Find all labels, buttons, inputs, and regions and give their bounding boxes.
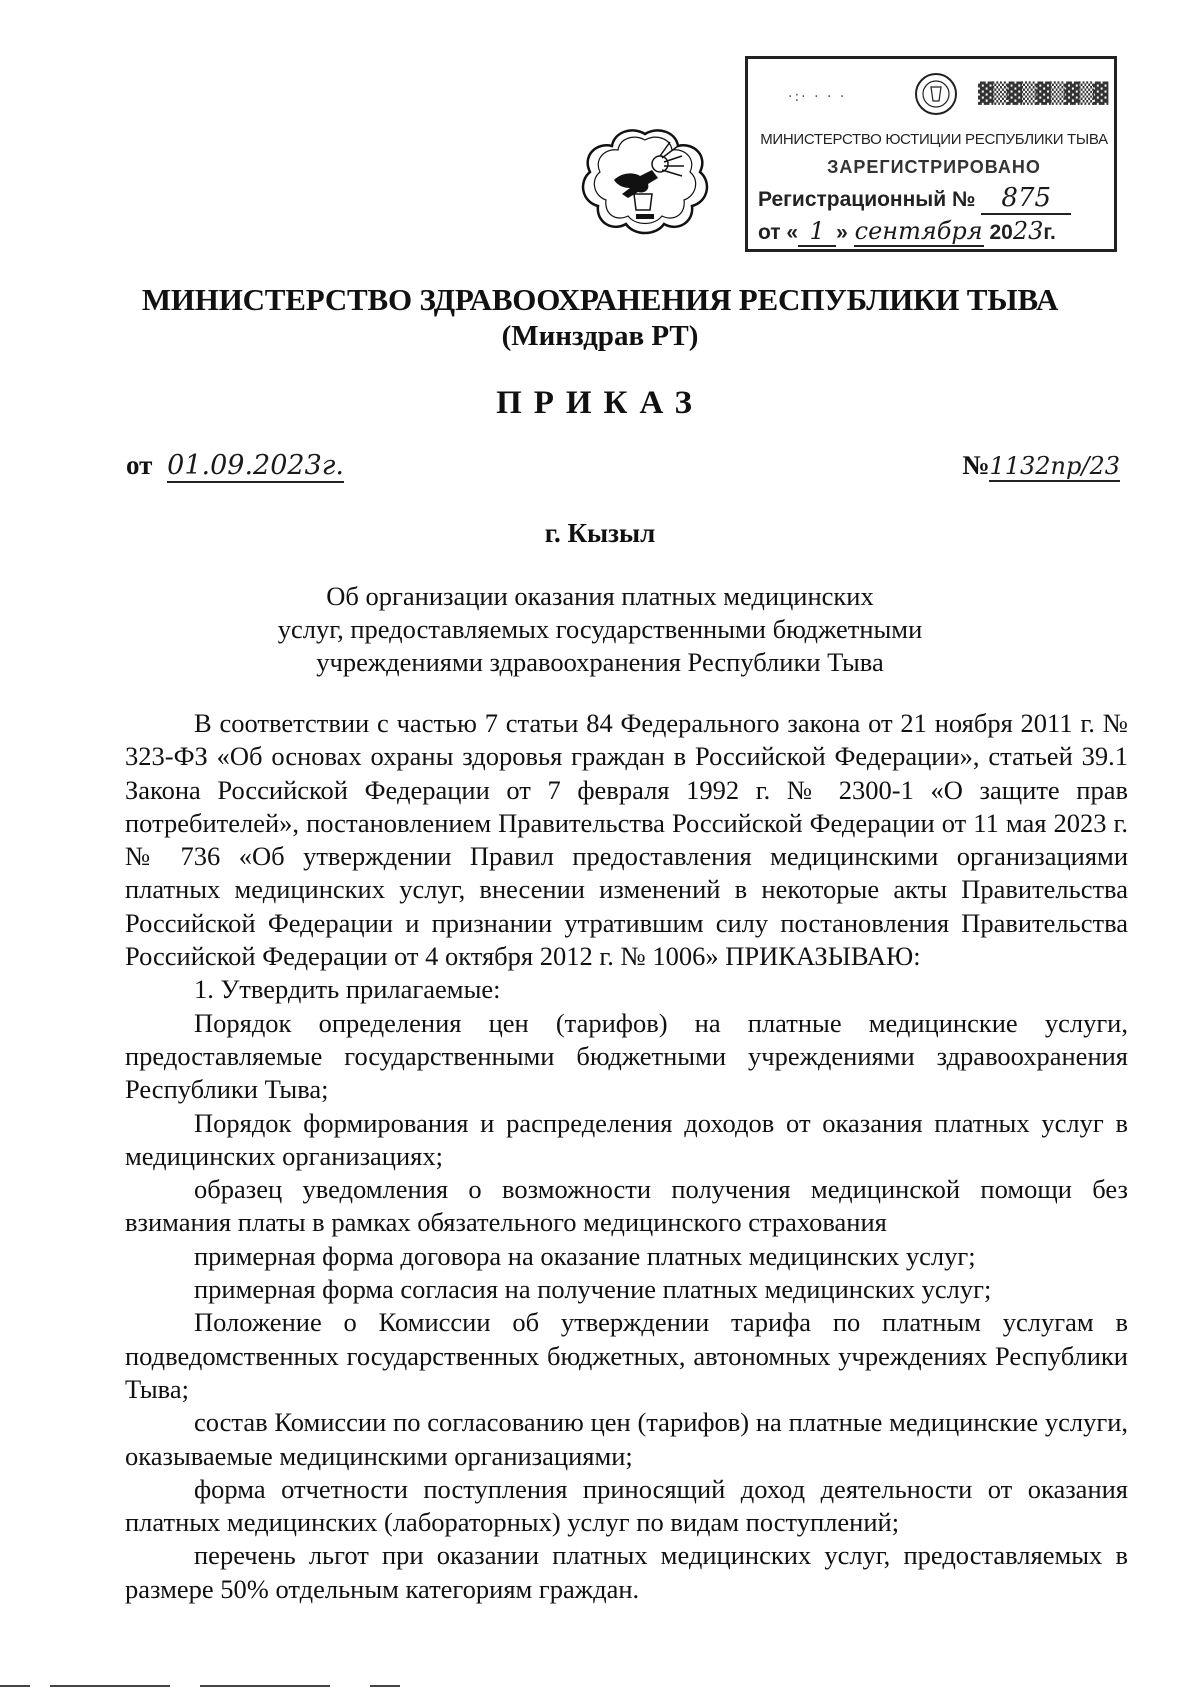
order-heading: ПРИКАЗ [496, 385, 704, 421]
list-item: форма отчетности поступления приносящий доход деятельности от оказания платных медицинских (лабораторных) услуг по видам поступлений; [125, 1473, 1128, 1538]
order-title-line: услуг, предоставляемых государственными бюджетными [277, 614, 923, 644]
list-item: Порядок формирования и распределения доходов от оказания платных услуг в медицинских организациях; [125, 1107, 1128, 1171]
scan-artifact-line [200, 1685, 330, 1687]
order-title-line: Об организации оказания платных медицинских [326, 581, 874, 611]
scan-artifact-line [50, 1685, 170, 1687]
order-title [150, 580, 1050, 679]
list-item: примерная форма договора на оказание платных медицинских услуг; [194, 1240, 976, 1271]
order-number-label: № [962, 450, 990, 480]
stamp-reg-label: Регистрационный № [758, 188, 976, 211]
item-1-paragraph: 1. Утвердить прилагаемые: [194, 974, 501, 1005]
stamp-faded-text: ·:· · · · [788, 89, 847, 105]
stamp-registered-label: ЗАРЕГИСТРИРОВАНО [827, 157, 1041, 177]
ministry-short-name: (Минздрав РТ) [501, 320, 699, 352]
order-title-line: учреждениями здравоохранения Республики Тыва [316, 647, 884, 677]
list-item: состав Комиссии по согласованию цен (тарифов) на платные медицинские услуги, оказываемые медицинскими организациями; [125, 1407, 1128, 1471]
stamp-registration-number-line [758, 183, 1110, 215]
city-name: г. Кызыл [544, 518, 656, 548]
stamp-month: сентября [854, 217, 983, 245]
list-item: Положение о Комиссии об утверждении тарифа по платным услугам в подведомственных государственных бюджетных, автономных учреждениях Республики Тыва; [125, 1307, 1128, 1404]
stamp-emblem-icon [913, 71, 959, 117]
order-date-label: от [126, 450, 153, 480]
stamp-date-line [758, 217, 1110, 245]
order-number-line [962, 450, 1120, 482]
stamp-year-end: г. [1043, 221, 1056, 244]
stamp-year-prefix: 20 [989, 221, 1013, 244]
scan-artifact-line [0, 1685, 30, 1687]
list-item: образец уведомления о возможности получения медицинской помощи без взимания платы в рамках обязательного медицинского страхования [125, 1174, 1128, 1238]
order-date-value: 01.09.2023г. [167, 450, 344, 481]
list-item: перечень льгот при оказании платных медицинских услуг, предоставляемых в размере 50% отдельным категориям граждан. [125, 1540, 1128, 1604]
list-item: Порядок определения цен (тарифов) на платные медицинские услуги, предоставляемые государственными бюджетными учреждениями здравоохранения Республики Тыва; [125, 1007, 1128, 1105]
stamp-year-suffix: 23 [1012, 217, 1044, 245]
order-date-line [126, 450, 344, 483]
list-item: примерная форма согласия на получение платных медицинских услуг; [194, 1274, 992, 1305]
tuva-emblem-icon [578, 128, 712, 238]
stamp-reg-number: 875 [981, 183, 1071, 215]
preamble-paragraph: В соответствии с частью 7 статьи 84 Федерального закона от 21 ноября 2011 г. № 323-ФЗ «Об основах охраны здоровья граждан в Российской Федерации», статьей 39.1 Закона Российской Федерации от 7 февраля 1992 г. № 2300-1 «О защите прав потребителей», постановлением Правительства Российской Федерации от 11 мая 2023 г. № 736 «Об утверждении Правил предоставления медицинскими организациями платных медицинских услуг, внесении изменений в некоторые акты Правительства Российской Федерации и признании утратившим силу постановления Правительства Российской Федерации от 4 октября 2012 г. № 1006» ПРИКАЗЫВАЮ: [125, 708, 1128, 972]
stamp-ministry-name: МИНИСТЕРСТВО ЮСТИЦИИ РЕСПУБЛИКИ ТЫВА [760, 131, 1108, 148]
order-number-value: 1132пр/23 [989, 452, 1120, 480]
order-body [125, 707, 1128, 1606]
scan-artifact-line [370, 1685, 400, 1687]
registration-stamp [745, 56, 1117, 252]
stamp-faded-text: ▓▒▓▒▓▒▓▒▓ [978, 81, 1108, 105]
stamp-date-prefix: от « [758, 221, 799, 244]
stamp-day: 1 [798, 217, 836, 247]
ministry-title: МИНИСТЕРСТВО ЗДРАВООХРАНЕНИЯ РЕСПУБЛИКИ ТЫВА [141, 282, 1059, 317]
stamp-date-mid: » [836, 221, 848, 244]
